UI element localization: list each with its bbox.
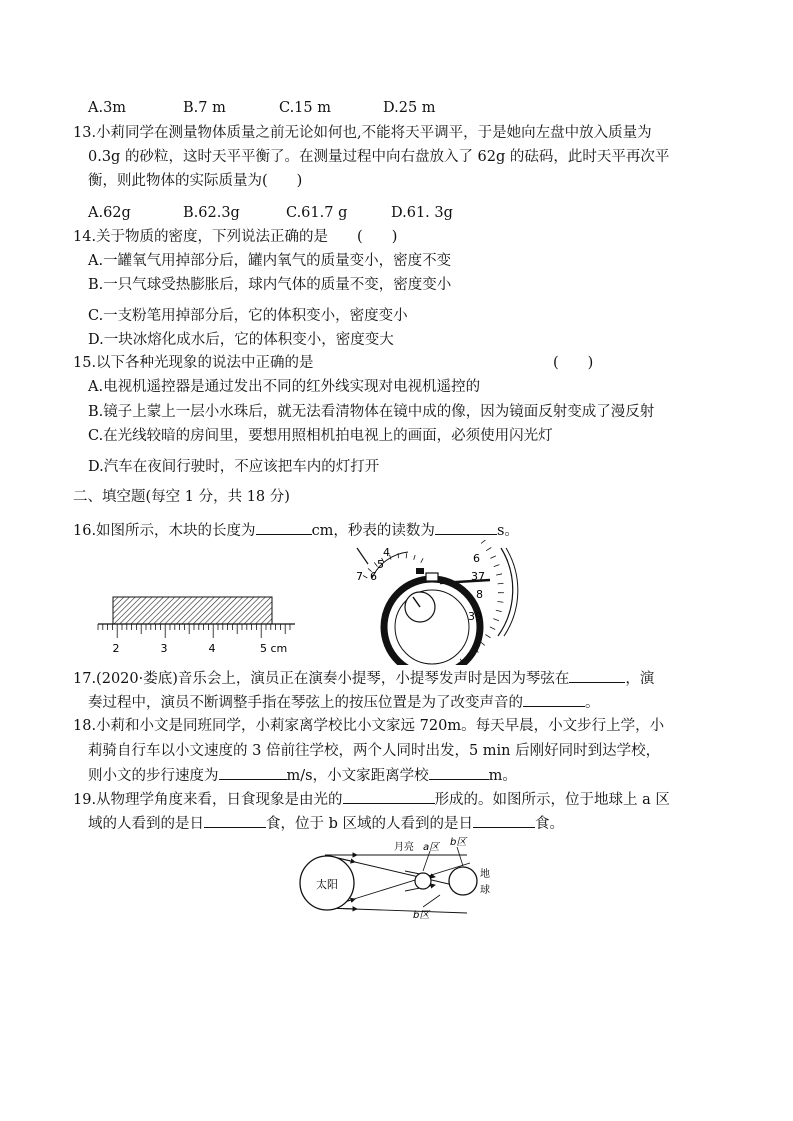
q15-stem: 15.以下各种光现象的说法中正确的是 [73,355,314,371]
q19-text-2a: 域的人看到的是日 [88,816,204,832]
label-earth-1: 地 [480,869,490,880]
dial-min-7: 7 [356,570,363,583]
label-b-zone-top: b区 [450,837,467,848]
q17-blank-1[interactable] [569,668,625,683]
q17-line-1 [73,668,654,689]
q19-line-2 [88,813,564,834]
q15-option-c[interactable]: C.在光线较暗的房间里，要想用照相机拍电视上的画面，必须使用闪光灯 [88,428,553,444]
q16-text-c: s。 [496,523,519,539]
q12-option-d[interactable]: D.25 m [383,100,436,116]
ruler-label-5cm: 5 cm [260,642,288,655]
q17-text-1a: 17.(2020·娄底)音乐会上，演员正在演奏小提琴，小提琴发声时是因为琴弦在 [73,671,570,687]
wooden-block [113,597,272,624]
ruler [98,624,295,638]
q19-line-1 [73,789,670,810]
q12-option-a[interactable]: A.3m [88,100,127,116]
q19-blank-2[interactable] [204,813,266,828]
q14-option-b[interactable]: B.一只气球受热膨胀后，球内气体的质量不变，密度变小 [88,277,452,293]
q14-option-d[interactable]: D.一块冰熔化成水后，它的体积变小，密度变大 [88,332,394,348]
dial-sec-39: 39 [468,610,482,623]
q19-text-1a: 19.从物理学角度来看，日食现象是由光的 [73,792,343,808]
q16-text-a: 16.如图所示，木块的长度为 [73,523,256,539]
q13-option-a[interactable]: A.62g [88,205,131,221]
q13-option-b[interactable]: B.62.3g [183,205,240,221]
q13-option-c[interactable]: C.61.7 g [286,205,348,221]
dial-sec-6: 6 [473,552,480,565]
q19-text-1b: 形成的。如图所示，位于地球上 a 区 [434,792,670,808]
q18-line-2: 莉骑自行车以小文速度的 3 倍前往学校，两个人同时出发，5 min 后刚好同时到达学校， [88,743,661,759]
ruler-label-3: 3 [160,642,168,655]
q15-answer-paren: ( ) [553,355,594,371]
q16-blank-length[interactable] [256,520,312,535]
q12-option-c[interactable]: C.15 m [279,100,331,116]
q15-option-b[interactable]: B.镜子上蒙上一层小水珠后，就无法看清物体在镜中成的像，因为镜面反射变成了漫反射 [88,404,655,420]
q18-text-3a: 则小文的步行速度为 [88,768,219,784]
q12-options [88,98,436,118]
q17-line-2 [88,692,600,713]
q16-text-b: cm，秒表的读数为 [311,523,435,539]
q16-blank-time[interactable] [435,520,497,535]
q17-text-1b: ，演 [625,671,655,687]
q19-blank-3[interactable] [473,813,535,828]
q14-option-a[interactable]: A.一罐氧气用掉部分后，罐内氧气的质量变小，密度不变 [88,253,452,269]
q18-blank-speed[interactable] [219,765,287,780]
q13-option-d[interactable]: D.61. 3g [391,205,453,221]
q19-text-2b: 食，位于 b 区域的人看到的是日 [266,816,473,832]
moon [415,873,431,889]
ruler-label-2: 2 [112,642,120,655]
q14-stem: 14.关于物质的密度，下列说法正确的是 ( ) [73,229,398,245]
dial-sec-8: 8 [476,588,483,601]
q18-line-1: 18.小莉和小文是同班同学，小莉家离学校比小文家远 720m。每天早晨，小文步行上学，小 [73,718,665,734]
q18-line-3 [88,765,517,786]
q19-blank-1[interactable] [343,789,435,804]
q13-line-1: 13.小莉同学在测量物体质量之前无论如何也,不能将天平调平，于是她向左盘中放入质量为 [73,125,652,141]
label-sun: 太阳 [316,878,338,891]
q16-line [73,520,519,541]
dial-min-5: 5 [377,558,384,571]
label-moon: 月亮 [394,842,414,853]
dial-sec-37: 37 [471,570,485,583]
q18-text-3c: m。 [488,768,517,784]
label-a-zone: a区 [423,842,440,853]
q15-option-a[interactable]: A.电视机遥控器是通过发出不同的红外线实现对电视机遥控的 [88,379,481,395]
q18-blank-distance[interactable] [429,765,489,780]
q13-options [88,203,453,223]
q19-text-2c: 食。 [535,816,564,832]
q15-option-d[interactable]: D.汽车在夜间行驶时，不应该把车内的灯打开 [88,459,380,475]
q18-text-3b: m/s，小文家距离学校 [286,768,429,784]
dial-min-4: 4 [383,546,390,559]
q12-option-b[interactable]: B.7 m [183,100,226,116]
dial-min-6: 6 [370,570,377,583]
figure-ruler-stopwatch [90,540,530,665]
q17-text-2b: 。 [585,695,600,711]
q17-text-2a: 奏过程中，演员不断调整手指在琴弦上的按压位置是为了改变声音的 [88,695,523,711]
section-2-heading: 二、填空题(每空 1 分，共 18 分) [73,489,290,505]
label-earth-2: 球 [480,885,490,896]
earth [449,867,477,895]
figure-solar-eclipse [295,833,505,928]
ruler-label-4: 4 [208,642,216,655]
q13-line-2: 0.3g 的砂粒，这时天平平衡了。在测量过程中向右盘放入了 62g 的砝码，此时天平再次平 [88,149,670,165]
q17-blank-2[interactable] [523,692,585,707]
label-b-zone-bottom: b区 [413,910,430,921]
q14-option-c[interactable]: C.一支粉笔用掉部分后，它的体积变小，密度变小 [88,308,408,324]
q13-line-3: 衡，则此物体的实际质量为( ) [88,173,303,189]
